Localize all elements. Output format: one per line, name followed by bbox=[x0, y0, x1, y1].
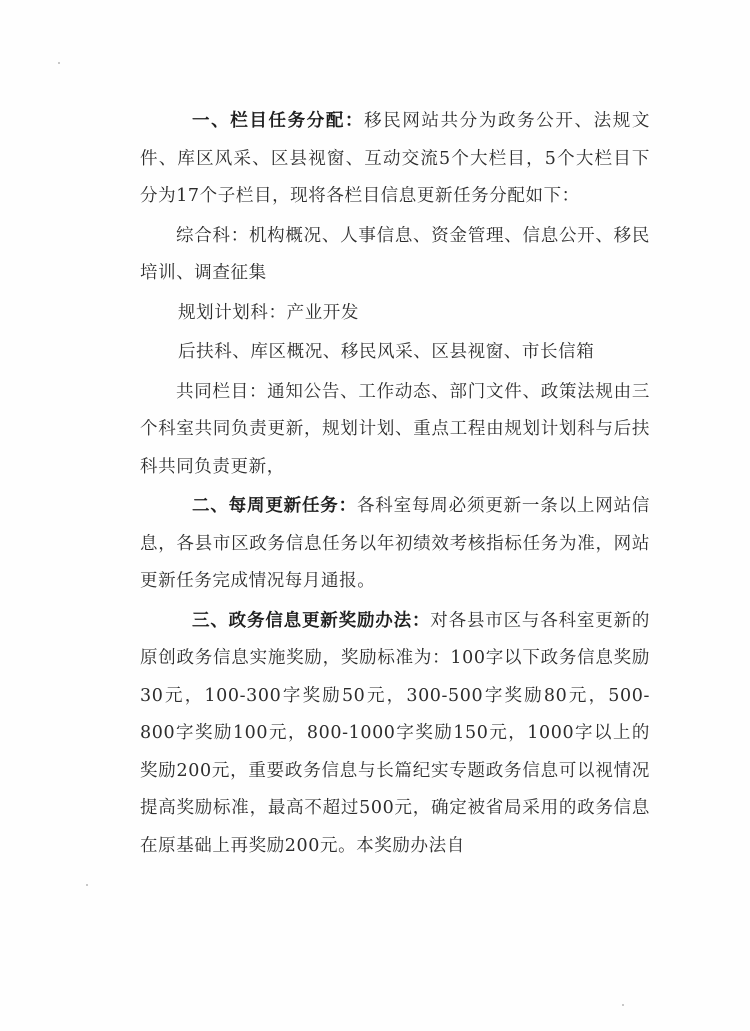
section-1-paragraph bbox=[140, 103, 650, 216]
section-3-heading: 三、政务信息更新奖励办法： bbox=[192, 610, 431, 631]
section-3-paragraph bbox=[140, 603, 650, 866]
section-1-body: 移民网站共分为政务公开、法规文件、库区风采、区县视窗、互动交流5个大栏目，5个大栏目下分为17个子栏目，现将各栏目信息更新任务分配如下： bbox=[140, 111, 651, 206]
section-2-body: 各科室每周必须更新一条以上网站信息，各县市区政务信息任务以年初绩效考核指标任务为准，网站更新任务完成情况每月通报。 bbox=[140, 496, 650, 591]
assignment-support-office: 后扶科、库区概况、移民风采、区县视窗、市长信箱 bbox=[178, 342, 595, 362]
document-body bbox=[140, 103, 650, 865]
section-2-paragraph bbox=[140, 488, 650, 601]
section-1-heading: 一、栏目任务分配： bbox=[192, 111, 365, 131]
scan-speck bbox=[58, 62, 60, 64]
section-2-heading: 二、每周更新任务： bbox=[192, 496, 357, 516]
scan-speck bbox=[86, 884, 88, 886]
assignment-shared-columns: 共同栏目：通知公告、工作动态、部门文件、政策法规由三个科室共同负责更新，规划计划、重点工程由规划计划科与后扶科共同负责更新， bbox=[140, 381, 650, 477]
assignment-planning-office: 规划计划科：产业开发 bbox=[178, 302, 359, 323]
assignment-general-office: 综合科：机构概况、人事信息、资金管理、信息公开、移民培训、调查征集 bbox=[140, 225, 650, 283]
section-3-body: 对各县市区与各科室更新的原创政务信息实施奖励，奖励标准为：100字以下政务信息奖励30元，100-300字奖励50元，300-500字奖励80元，500-800字奖励100元，800-1000字奖励150元，1000字以上的奖励200元，重要政务信息与长篇纪实专题政务信息可以视情况提高奖励标准，最高不超过500元，确定被省局采用的政务信息在原基础上再奖励200元。本奖励办法自 bbox=[140, 610, 650, 856]
scan-speck bbox=[622, 1004, 624, 1006]
